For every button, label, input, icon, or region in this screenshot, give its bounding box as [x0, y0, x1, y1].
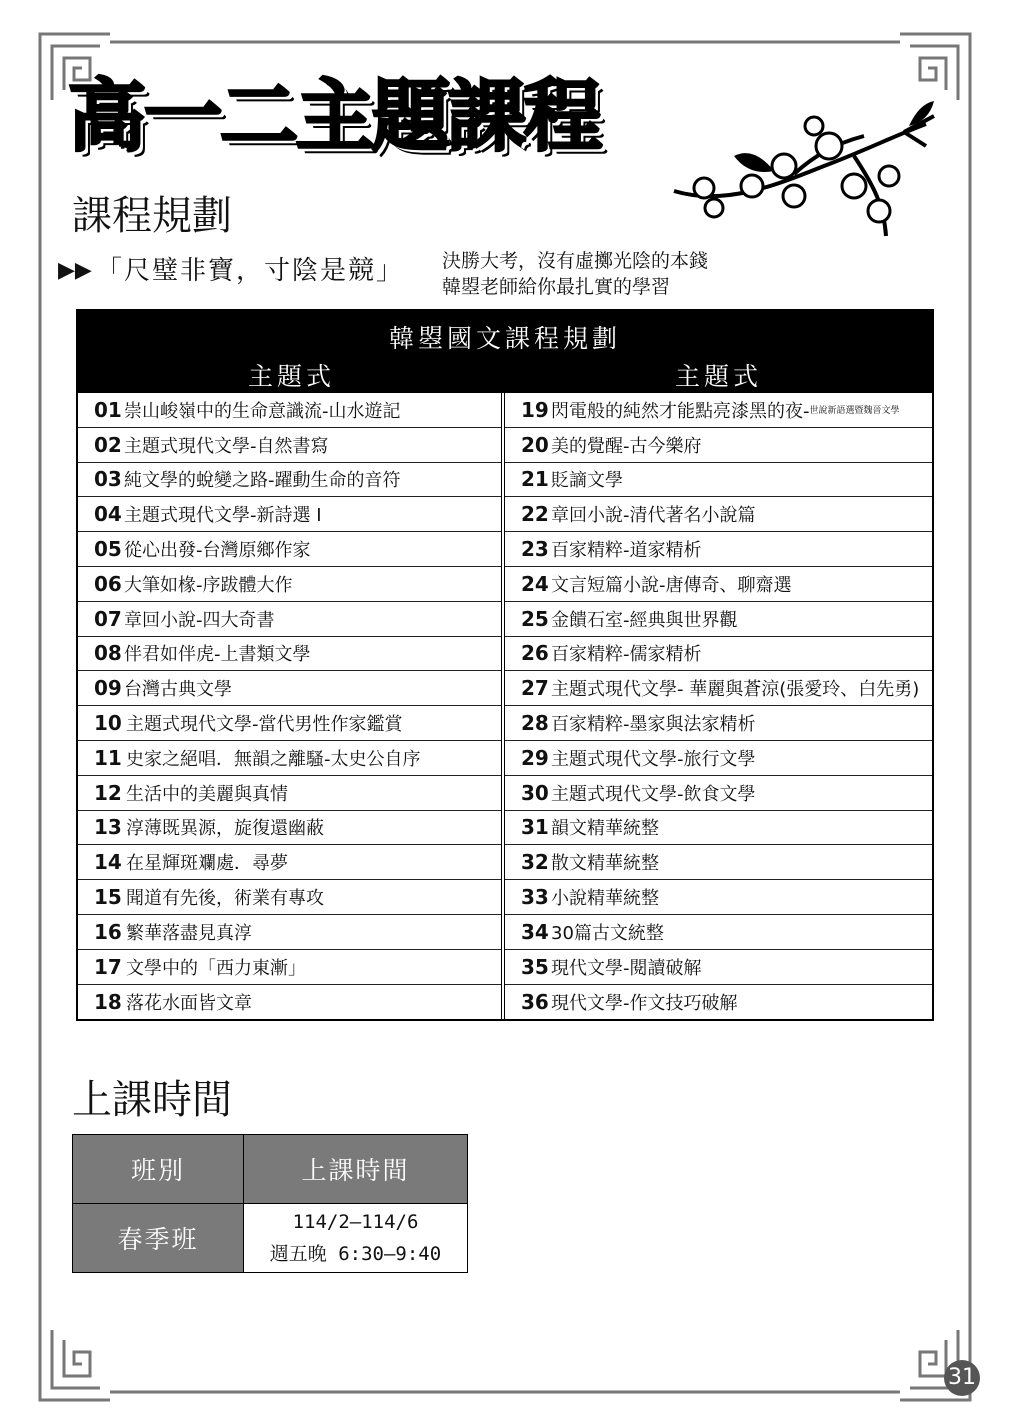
course-number: 04	[94, 502, 122, 527]
table-row	[78, 950, 501, 985]
course-number: 07	[94, 606, 122, 631]
course-title: 文言短篇小說-唐傳奇、聊齋選	[551, 574, 792, 596]
course-number: 29	[521, 745, 549, 770]
course-number: 35	[521, 954, 549, 979]
course-number: 15	[94, 885, 122, 910]
page-number: 31	[944, 1360, 980, 1396]
table-row	[78, 811, 501, 846]
table-row	[78, 915, 501, 950]
course-number: 09	[94, 676, 122, 701]
note-line: 韓曌老師給你最扎實的學習	[442, 276, 671, 298]
course-title: 散文精華統整	[551, 853, 659, 875]
table-row	[78, 637, 501, 672]
table-row	[505, 845, 932, 880]
course-title: 章回小說-四大奇書	[124, 609, 275, 631]
class-time	[244, 1204, 468, 1273]
schedule-header-row	[73, 1135, 468, 1204]
course-title: 現代文學-作文技巧破解	[551, 992, 738, 1014]
course-number: 18	[94, 989, 122, 1014]
course-number: 01	[94, 397, 122, 422]
course-number: 28	[521, 711, 549, 736]
course-number: 20	[521, 432, 549, 457]
table-row	[78, 741, 501, 776]
course-number: 22	[521, 502, 549, 527]
course-title: 主題式現代文學-自然書寫	[124, 435, 329, 457]
date-range: 114/2—114/6	[292, 1211, 419, 1233]
course-number: 08	[94, 641, 122, 666]
course-number: 19	[521, 397, 549, 422]
column-header-time: 上課時間	[244, 1135, 468, 1204]
course-number: 21	[521, 467, 549, 492]
schedule-row	[73, 1204, 468, 1273]
course-title: 台灣古典文學	[124, 679, 232, 701]
course-number: 13	[94, 815, 122, 840]
course-number: 10	[94, 711, 122, 736]
course-title: 落花水面皆文章	[126, 992, 252, 1014]
table-row	[505, 985, 932, 1020]
course-title: 韻文精華統整	[551, 818, 659, 840]
table-row	[505, 915, 932, 950]
table-row	[505, 950, 932, 985]
table-row	[505, 776, 932, 811]
course-number: 27	[521, 676, 549, 701]
column-header-right: 主題式	[674, 362, 762, 391]
table-row	[78, 532, 501, 567]
course-title: 主題式現代文學-飲食文學	[551, 783, 756, 805]
weekly-schedule: 週五晚 6:30—9:40	[269, 1243, 442, 1265]
course-title: 百家精粹-道家精析	[551, 540, 702, 562]
table-row	[78, 602, 501, 637]
course-subtitle: 世說新語選暨魏晉文學	[809, 406, 900, 417]
table-row	[78, 671, 501, 706]
course-title: 百家精粹-墨家與法家精析	[551, 714, 756, 736]
table-row	[78, 845, 501, 880]
course-title: 章回小說-清代著名小說篇	[551, 505, 756, 527]
note-line: 決勝大考，沒有虛擲光陰的本錢	[442, 250, 709, 272]
table-row	[505, 428, 932, 463]
course-title: 美的覺醒-古今樂府	[551, 435, 702, 457]
course-plan-table	[76, 309, 934, 1021]
table-row	[78, 776, 501, 811]
table-row	[78, 428, 501, 463]
table-row	[505, 811, 932, 846]
table-row	[505, 602, 932, 637]
course-number: 17	[94, 954, 122, 979]
table-title: 韓曌國文課程規劃	[388, 324, 621, 353]
table-row	[78, 985, 501, 1020]
table-row	[78, 497, 501, 532]
table-row	[505, 567, 932, 602]
course-number: 33	[521, 885, 549, 910]
page-title: 高一二主題課程	[68, 72, 601, 162]
course-number: 06	[94, 571, 122, 596]
table-header	[78, 311, 932, 393]
course-number: 11	[94, 745, 122, 770]
course-number: 25	[521, 606, 549, 631]
course-number: 05	[94, 537, 122, 562]
course-title: 伴君如伴虎-上書類文學	[124, 644, 311, 666]
table-row	[505, 393, 932, 428]
course-number: 36	[521, 989, 549, 1014]
table-row	[78, 463, 501, 498]
course-title: 大筆如椽-序跋體大作	[124, 574, 293, 596]
table-row	[78, 880, 501, 915]
course-title: 閃電般的純然才能點亮漆黑的夜-	[551, 400, 810, 422]
course-title: 在星輝斑斕處．尋夢	[126, 853, 288, 875]
table-row	[78, 706, 501, 741]
course-number: 31	[521, 815, 549, 840]
course-title: 聞道有先後，術業有專攻	[126, 888, 324, 910]
course-title: 小說精華統整	[551, 888, 659, 910]
course-title: 史家之絕唱．無韻之離騷-太史公自序	[126, 748, 421, 770]
course-title: 崇山峻嶺中的生命意識流-山水遊記	[124, 400, 401, 422]
slogan: 「尺璧非寶，寸陰是競」	[96, 256, 405, 286]
course-title: 主題式現代文學-當代男性作家鑑賞	[126, 714, 403, 736]
table-row	[78, 567, 501, 602]
schedule-table	[72, 1134, 468, 1273]
section-heading-time: 上課時間	[72, 1077, 232, 1123]
slogan-note	[442, 248, 708, 300]
triangle-arrow-icon: ▶▶	[58, 258, 92, 283]
course-title: 生活中的美麗與真情	[126, 783, 288, 805]
table-row	[505, 671, 932, 706]
course-number: 26	[521, 641, 549, 666]
course-title: 純文學的蛻變之路-躍動生命的音符	[124, 470, 401, 492]
table-row	[505, 497, 932, 532]
course-number: 24	[521, 571, 549, 596]
course-title: 貶謫文學	[551, 470, 623, 492]
course-title: 淳薄既異源，旋復還幽蔽	[126, 818, 324, 840]
class-name: 春季班	[73, 1204, 244, 1273]
course-number: 14	[94, 850, 122, 875]
table-row	[505, 463, 932, 498]
column-header-class: 班別	[73, 1135, 244, 1204]
course-number: 16	[94, 919, 122, 944]
course-title: 金饋石室-經典與世界觀	[551, 609, 738, 631]
course-title: 現代文學-閱讀破解	[551, 957, 702, 979]
course-number: 23	[521, 537, 549, 562]
plum-blossom-illustration	[664, 96, 944, 246]
course-title: 主題式現代文學- 華麗與蒼涼(張愛玲、白先勇)	[551, 679, 920, 701]
table-row	[505, 532, 932, 567]
right-column	[505, 393, 932, 1019]
left-column	[78, 393, 505, 1019]
course-title: 30篇古文統整	[551, 922, 664, 944]
course-title: 從心出發-台灣原鄉作家	[124, 540, 311, 562]
section-heading-plan: 課程規劃	[72, 193, 232, 239]
table-row	[505, 637, 932, 672]
course-title: 主題式現代文學-旅行文學	[551, 748, 756, 770]
course-title: 文學中的「西力東漸」	[126, 957, 306, 979]
column-header-left: 主題式	[247, 362, 335, 391]
table-row	[505, 741, 932, 776]
course-title: 主題式現代文學-新詩選 I	[124, 505, 322, 527]
course-title: 繁華落盡見真淳	[126, 922, 252, 944]
course-number: 30	[521, 780, 549, 805]
course-number: 03	[94, 467, 122, 492]
course-number: 34	[521, 919, 549, 944]
course-title: 百家精粹-儒家精析	[551, 644, 702, 666]
course-number: 02	[94, 432, 122, 457]
table-row	[505, 880, 932, 915]
table-row	[78, 393, 501, 428]
course-number: 12	[94, 780, 122, 805]
course-number: 32	[521, 850, 549, 875]
table-row	[505, 706, 932, 741]
